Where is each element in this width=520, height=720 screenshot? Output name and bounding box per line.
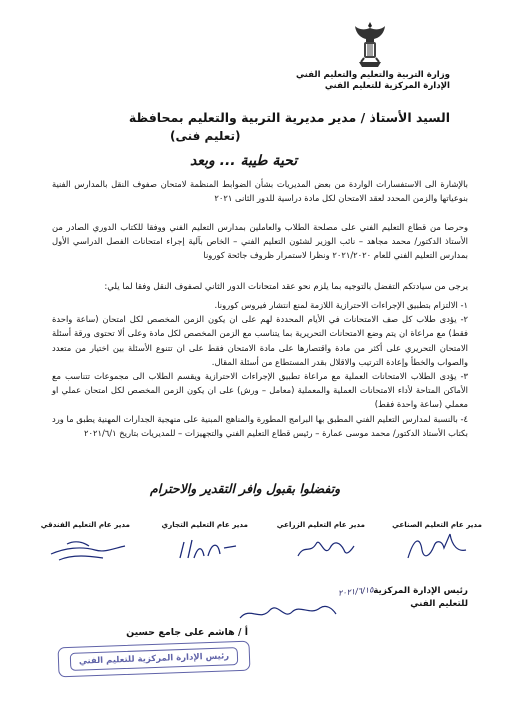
greeting: تحية طيبة ... وبعد: [190, 153, 298, 169]
eagle-emblem-icon: [353, 20, 387, 72]
central-administration-name: الإدارة المركزية للتعليم الفني: [324, 81, 450, 91]
director-title-hotel: مدير عام التعليم الفندقي: [40, 520, 130, 529]
instruction-item: ٢- يؤدى طلاب كل صف الامتحانات في الأيام المحددة لهم على ان يكون الزمن المخصص لكل امتحان (ساعة واحدة فقط) مع مراعاة ان يتم وضع الامتحانات التحريرية بما يتناسب مع الزمن المخصص لكل مادة وعلى ألا تحتوى ورقة أسئلة الامتحان التحريري على أكثر من مادة واقتصارها على مادة الامتحان فقط على ان تتنوع الأسئلة بين اختيار من متعدد والصواب والخطأ وإعادة الترتيب والاقلال بقدر المستطاع من أسئلة المقال.: [52, 314, 468, 367]
handwritten-date: ٢٠٢١/٦/١٥: [337, 585, 374, 598]
head-signature: [232, 598, 342, 628]
head-name: أ / هاشم على جامع حسين: [126, 627, 248, 638]
official-stamp: [58, 641, 251, 678]
addressee-subline: (تعليم فنى): [170, 129, 241, 143]
ministry-name: وزارة التربية والتعليم والتعليم الفني: [295, 70, 450, 80]
director-title-agricultural: مدير عام التعليم الزراعي: [276, 520, 365, 529]
signature-agricultural: [288, 528, 358, 566]
paragraph-context: وحرصا من قطاع التعليم الفني على مصلحة الطلاب والعاملين بمدارس التعليم الفني ووفقا للكتاب الدوري الصادر من الأستاذ الدكتور/ محمد مجاهد – نائب الوزير لشئون التعليم الفني – الخاص بآلية إجراء امتحانات الفصل الدراسي الأول بمدارس التعليم الفني للعام ٢٠٢١/٢٠٢٠ ونظرا لاستمرار ظروف جائحة كورونا: [52, 222, 468, 260]
instruction-item: ٤- بالنسبة لمدارس التعليم الفني المطبق بها البرامج المطورة والمناهج المبنية على منهجية الجدارات المهنية يطبق ما ورد بكتاب الأستاذ الدكتور/ محمد موسى عمارة – رئيس قطاع التعليم الفني والتجهيزات – للمديريات بتاريخ ٢٠٢١/٦/١: [52, 413, 468, 438]
closing-line: وتفضلوا بقبول وافر التقدير والاحترام: [150, 481, 341, 496]
director-title-industrial: مدير عام التعليم الصناعي: [392, 520, 482, 529]
stamp-text: رئيس الإدارة المركزية للتعليم الفني: [70, 647, 239, 671]
instructions-list: [52, 298, 468, 440]
ministry-header: [296, 70, 450, 92]
director-title-commercial: مدير عام التعليم التجاري: [161, 520, 248, 529]
signature-industrial: [400, 528, 470, 566]
instruction-item: ٣- يؤدى الطلاب الامتحانات العملية مع مراعاة تطبيق الإجراءات الاحترازية ويقسم الطلاب الى مجموعات تتناسب مع الأماكن المتاحة لأداء الامتحانات العملية والمعملية (معامل – ورش) على ان يكون الزمن المخصص لكل امتحان عملي او معملي (ساعة واحدة فقط): [52, 371, 468, 410]
signature-hotel: [45, 528, 130, 566]
head-title: رئيس الإدارة المركزية للتعليم الفني: [373, 586, 468, 609]
addressee-line: السيد الأستاذ / مدير مديرية التربية والتعليم بمحافظة: [128, 110, 450, 125]
instruction-item: ١- الالتزام بتطبيق الإجراءات الاحترازية اللازمة لمنع انتشار فيروس كورونا.: [214, 300, 468, 310]
signature-commercial: [172, 528, 242, 566]
request-line: يرجى من سيادتكم التفضل بالتوجيه بما يلزم نحو عقد امتحانات الدور الثاني لصفوف النقل وفقا لما يلي:: [104, 282, 468, 292]
paragraph-reference: بالإشارة الى الاستفسارات الواردة من بعض المديريات بشأن الضوابط المنظمة لامتحان صفوف النقل بالمدارس الفنية بنوعياتها والزمن المحدد لعقد الامتحان لكل مادة دراسية للدور الثانى ٢٠٢١: [52, 179, 468, 203]
